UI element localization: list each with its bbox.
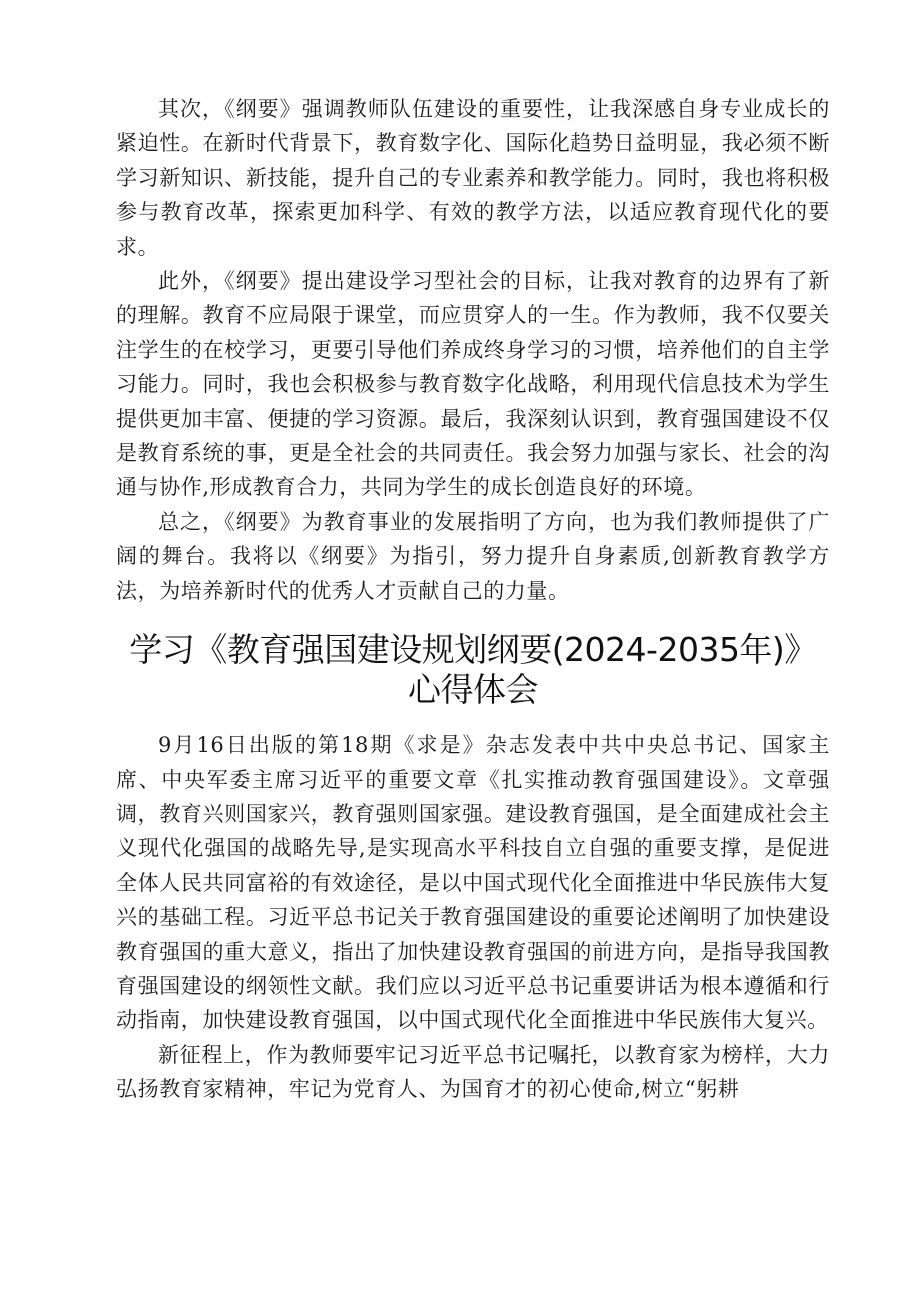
paragraph-qiushi-article: 9月16日出版的第18期《求是》杂志发表中共中央总书记、国家主席、中央军委主席习近平的重要文章《扎实推动教育强国建设》。文章强调，教育兴则国家兴，教育强则国家强。建设教育强国，是全面建成社会主义现代化强国的战略先导,是实现高水平科技自立自强的重要支撑，是促进全体人民共同富裕的有效途径，是以中国式现代化全面推进中华民族伟大复兴的基础工程。习近平总书记关于教育强国建设的重要论述阐明了加快建设教育强国的重大意义，指出了加快建设教育强国的前进方向，是指导我国教育强国建设的纲领性文献。我们应以习近平总书记重要讲话为根本遵循和行动指南，加快建设教育强国，以中国式现代化全面推进中华民族伟大复兴。: [116, 733, 830, 1033]
paragraph-new-journey: 新征程上，作为教师要牢记习近平总书记嘱托，以教育家为榜样，大力弘扬教育家精神，牢记为党育人、为国育才的初心使命,树立“躬耕: [116, 1042, 830, 1102]
document-page: [116, 92, 830, 1107]
article-title: 学习《教育强国建设规划纲要(2024-2035年)》心得体会: [129, 630, 817, 710]
paragraph-teacher-development: 其次，《纲要》强调教师队伍建设的重要性，让我深感自身专业成长的紧迫性。在新时代背景下，教育数字化、国际化趋势日益明显，我必须不断学习新知识、新技能，提升自己的专业素养和教学能力。同时，我也将积极参与教育改革，探索更加科学、有效的教学方法，以适应教育现代化的要求。: [116, 97, 830, 259]
paragraph-learning-society: 此外，《纲要》提出建设学习型社会的目标，让我对教育的边界有了新的理解。教育不应局限于课堂，而应贯穿人的一生。作为教师，我不仅要关注学生的在校学习，更要引导他们养成终身学习的习惯，培养他们的自主学习能力。同时，我也会积极参与教育数字化战略，利用现代信息技术为学生提供更加丰富、便捷的学习资源。最后，我深刻认识到，教育强国建设不仅是教育系统的事，更是全社会的共同责任。我会努力加强与家长、社会的沟通与协作,形成教育合力，共同为学生的成长创造良好的环境。: [116, 269, 830, 500]
paragraph-conclusion: 总之，《纲要》为教育事业的发展指明了方向，也为我们教师提供了广阔的舞台。我将以《纲要》为指引，努力提升自身素质,创新教育教学方法，为培养新时代的优秀人才贡献自己的力量。: [116, 509, 830, 603]
